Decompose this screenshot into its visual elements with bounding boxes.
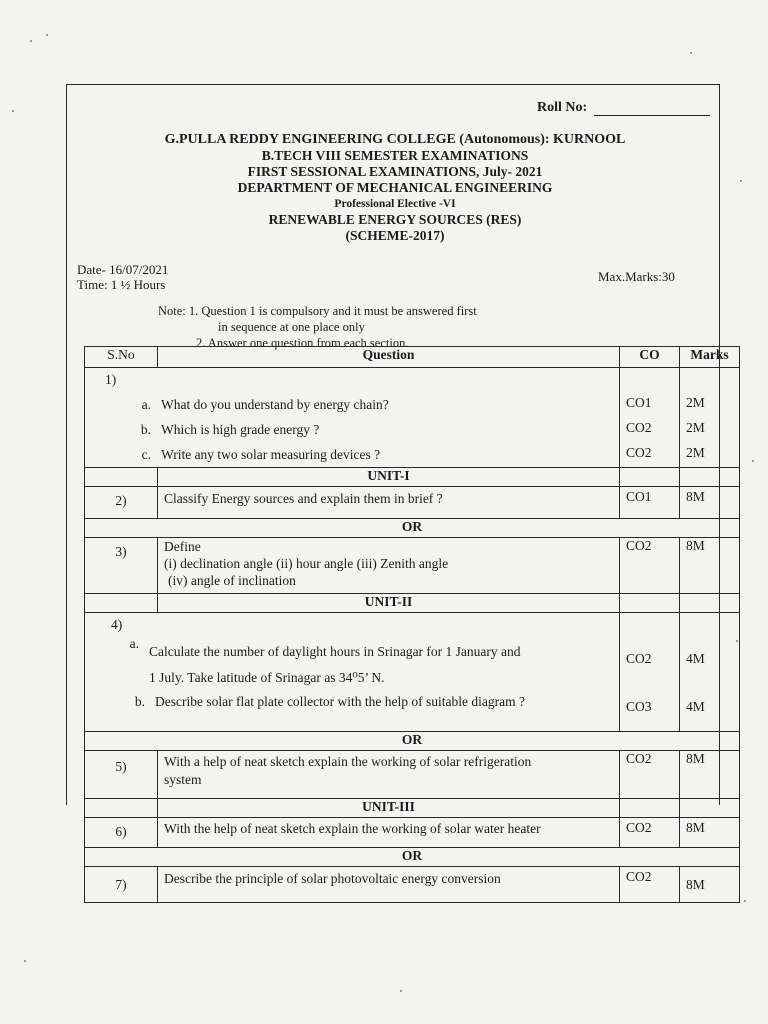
exam-date: Date- 16/07/2021: [77, 262, 169, 277]
q2-text: Classify Energy sources and explain them in brief ?: [158, 487, 620, 519]
questions-table: [84, 346, 740, 903]
q1b-marks: 2M: [686, 420, 705, 435]
q1-cell: [85, 368, 620, 468]
q5-marks: 8M: [680, 751, 740, 799]
q3-marks: 8M: [680, 538, 740, 594]
q2-number: 2): [85, 487, 158, 519]
q6-marks: 8M: [680, 818, 740, 848]
subject-name: RENEWABLE ENERGY SOURCES (RES): [268, 212, 522, 227]
q6-number: 6): [85, 818, 158, 848]
table-row: [85, 818, 740, 848]
q4a-co: CO2: [626, 651, 652, 666]
q5-co: CO2: [620, 751, 680, 799]
table-row: [85, 751, 740, 799]
q4-co-cell: [620, 613, 680, 732]
q4b-label: b.: [134, 694, 145, 709]
q1b-label: b.: [140, 422, 151, 437]
q3-cell: [158, 538, 620, 594]
unit-2-title: UNIT-II: [158, 594, 620, 613]
q4b-co: CO3: [626, 699, 652, 714]
table-row: [85, 538, 740, 594]
q3-number: 3): [85, 538, 158, 594]
q1b-text: Which is high grade energy ?: [161, 422, 320, 437]
q3-line-3: (iv) angle of inclination: [168, 573, 296, 588]
note-line-1: Note: 1. Question 1 is compulsory and it must be answered first: [158, 304, 477, 318]
note-line-3: 2. Answer one question from each section.: [196, 336, 409, 350]
elective-name: Professional Elective -VI: [334, 198, 456, 210]
q6-text: With the help of neat sketch explain the working of solar water heater: [158, 818, 620, 848]
or-2-title: OR: [85, 732, 740, 751]
q5-number: 5): [85, 751, 158, 799]
exam-title: B.TECH VIII SEMESTER EXAMINATIONS: [261, 148, 529, 163]
college-name: G.PULLA REDDY ENGINEERING COLLEGE (Autonomous): KURNOOL: [164, 132, 626, 147]
q7-number: 7): [85, 867, 158, 903]
or-3-title: OR: [85, 848, 740, 867]
q1-number: 1): [105, 372, 117, 387]
q4-marks-cell: [680, 613, 740, 732]
q4a-line-2: 1 July. Take latitude of Srinagar as 34⁰5’ N.: [149, 670, 385, 685]
section-heading-unit-3: [85, 799, 740, 818]
q6-co: CO2: [620, 818, 680, 848]
q4a-label: a.: [129, 636, 139, 651]
section-heading-or-1: [85, 519, 740, 538]
roll-number-field: [594, 115, 710, 116]
table-row: [85, 487, 740, 519]
exam-instructions: [158, 303, 477, 351]
q4-number: 4): [111, 617, 123, 632]
q5-cell: [158, 751, 620, 799]
q1c-label: c.: [141, 447, 151, 462]
scheme-name: (SCHEME-2017): [345, 228, 445, 243]
q4a-line-1: Calculate the number of daylight hours in Srinagar for 1 January and: [149, 644, 521, 659]
q1a-text: What do you understand by energy chain?: [161, 397, 389, 412]
q1c-text: Write any two solar measuring devices ?: [161, 447, 381, 462]
q1c-marks: 2M: [686, 445, 705, 460]
q1c-co: CO2: [626, 445, 652, 460]
or-1-title: OR: [85, 519, 740, 538]
department-name: DEPARTMENT OF MECHANICAL ENGINEERING: [237, 180, 553, 195]
q7-marks: 8M: [680, 867, 740, 903]
table-row: [85, 368, 740, 468]
q1-co-cell: [620, 368, 680, 468]
q1-marks-cell: [680, 368, 740, 468]
q5-line-2: system: [164, 772, 202, 787]
section-heading-or-3: [85, 848, 740, 867]
table-header-row: [85, 347, 740, 368]
exam-header: [130, 132, 660, 244]
session-title: FIRST SESSIONAL EXAMINATIONS, July- 2021: [247, 164, 543, 179]
q3-co: CO2: [620, 538, 680, 594]
q7-text: Describe the principle of solar photovoltaic energy conversion: [158, 867, 620, 903]
q1a-label: a.: [141, 397, 151, 412]
section-heading-unit-1: [85, 468, 740, 487]
table-row: [85, 613, 740, 732]
q3-line-2: (i) declination angle (ii) hour angle (iii) Zenith angle: [164, 556, 449, 571]
q1a-co: CO1: [626, 395, 652, 410]
exam-duration: Time: 1 ½ Hours: [77, 277, 166, 292]
unit-1-title: UNIT-I: [158, 468, 620, 487]
question-header: Question: [158, 347, 620, 368]
q1a-marks: 2M: [686, 395, 705, 410]
q2-co: CO1: [620, 487, 680, 519]
q3-line-1: Define: [164, 539, 201, 554]
co-header: CO: [620, 347, 680, 368]
roll-number-label: Roll No:: [537, 100, 588, 115]
marks-header: Marks: [680, 347, 740, 368]
section-heading-unit-2: [85, 594, 740, 613]
max-marks: Max.Marks:30: [598, 269, 675, 284]
table-row: [85, 867, 740, 903]
sno-header: S.No: [85, 347, 158, 368]
q5-line-1: With a help of neat sketch explain the working of solar refrigeration: [164, 754, 532, 769]
q4a-marks: 4M: [686, 651, 705, 666]
q4b-marks: 4M: [686, 699, 705, 714]
note-line-2: in sequence at one place only: [218, 320, 365, 334]
q2-marks: 8M: [680, 487, 740, 519]
unit-3-title: UNIT-III: [158, 799, 620, 818]
q7-co: CO2: [620, 867, 680, 903]
q4-cell: [85, 613, 620, 732]
section-heading-or-2: [85, 732, 740, 751]
q4b-text: Describe solar flat plate collector with the help of suitable diagram ?: [155, 694, 525, 709]
q1b-co: CO2: [626, 420, 652, 435]
